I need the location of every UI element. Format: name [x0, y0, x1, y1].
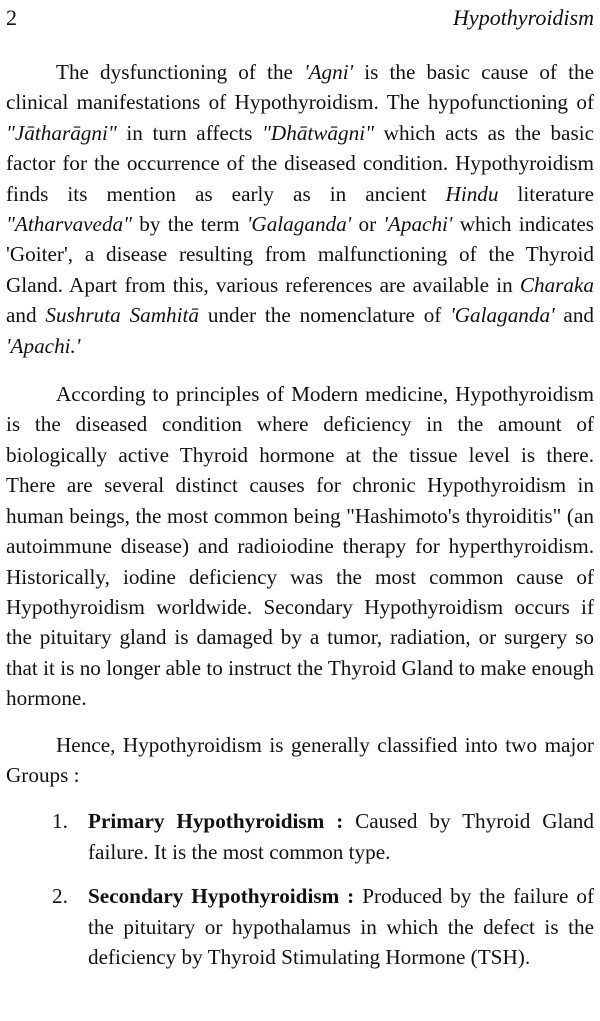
list-item: [6, 806, 594, 867]
text-run: under the nomenclature of: [199, 303, 451, 328]
page-header: [6, 4, 594, 32]
text-run: in turn affects: [116, 120, 263, 145]
running-title: Hypothyroidism: [453, 5, 594, 30]
term-jatharagni: "Jātharāgni": [6, 120, 117, 145]
page-body: [6, 57, 594, 986]
term-hindu: Hindu: [445, 181, 499, 206]
text-run: literature: [498, 181, 594, 206]
text-run: and: [554, 303, 595, 328]
paragraph-classification-intro: Hence, Hypothyroidism is generally classified into two major Groups :: [6, 732, 594, 787]
paragraph-modern-medicine: According to principles of Modern medicine, Hypothyroidism is the diseased condition where deficiency in the amount of biologically active Thyroid hormone at the tissue level is there. There are several distinct causes for chronic Hypothyroidism in human beings, the most common being "Hashimoto's thyroiditis" (an autoimmune disease) and radioiodine therapy for hyperthyroidism. Historically, iodine deficiency was the most common cause of Hypothyroidism worldwide. Secondary Hypothyroidism occurs if the pituitary gland is damaged by a tumor, radiation, or surgery so that it is no longer able to instruct the Thyroid Gland to make enough hormone.: [6, 382, 594, 711]
paragraph-agni: [6, 57, 594, 361]
list-item: [6, 881, 594, 972]
term-apachi: 'Apachi': [383, 212, 453, 237]
list-item-term: Primary Hypothyroidism :: [88, 809, 344, 834]
term-charaka: Charaka: [519, 272, 594, 297]
term-agni: 'Agni': [304, 60, 354, 84]
page-number: 2: [6, 5, 17, 30]
text-run: The dysfunctioning of the: [56, 60, 305, 84]
list-item-number: 2.: [52, 884, 68, 909]
term-dhatwagni: "Dhātwāgni": [262, 120, 375, 145]
text-run: or: [351, 212, 384, 237]
text-run: which indicates 'Goiter', a disease resulting from malfunctioning of the Thyroid Gland. Apart from this, various references are available in: [6, 212, 594, 297]
term-galaganda: 'Galaganda': [246, 212, 352, 237]
list-item-description: Caused by Thyroid Gland failure. It is the most common type.: [88, 809, 594, 864]
text-run: by the term: [132, 212, 247, 237]
list-item-term: Secondary Hypothyroidism :: [88, 884, 355, 909]
term-galaganda: 'Galaganda': [450, 303, 555, 328]
list-item-description: Produced by the failure of the pituitary or hypothalamus in which the defect is the deficiency by Thyroid Stimulating Hormone (TSH).: [88, 884, 595, 969]
text-run: which acts as the basic factor for the occurrence of the diseased condition. Hypothyroidism finds its mention as early as in ancient: [6, 120, 594, 206]
hypothyroidism-groups-list: [6, 806, 594, 972]
term-apachi: 'Apachi.': [6, 333, 81, 358]
term-atharvaveda: "Atharvaveda": [6, 212, 133, 237]
term-sushruta-samhita: Sushruta Samhitā: [45, 303, 200, 328]
text-run: is the basic cause of the clinical manifestations of Hypothyroidism. The hypofunctioning of: [6, 60, 594, 115]
list-item-number: 1.: [52, 809, 68, 834]
text-run: and: [6, 303, 46, 328]
